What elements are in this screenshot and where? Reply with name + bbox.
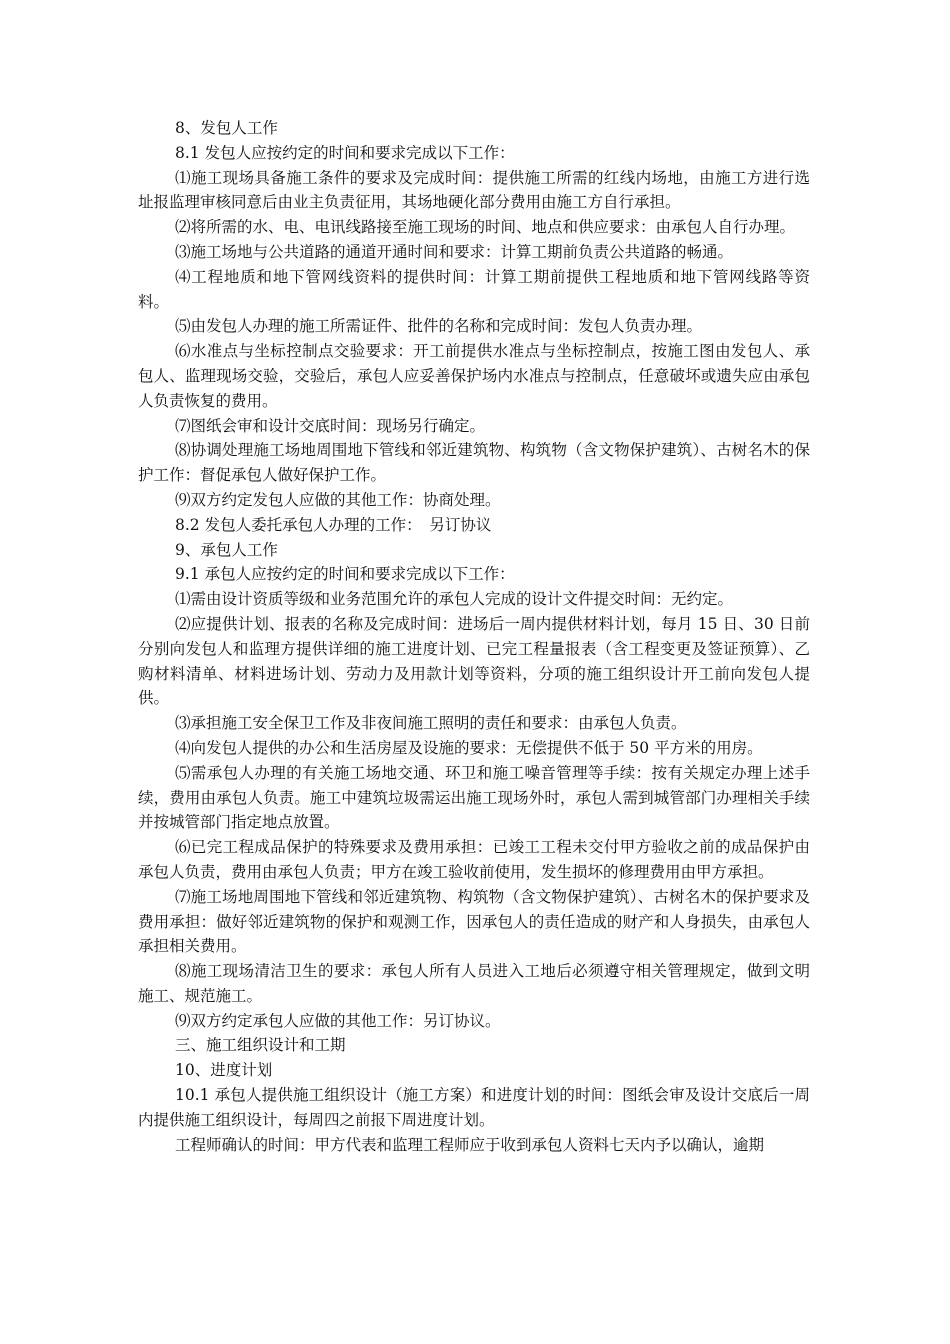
clause-8-1-item-6: ⑹水准点与坐标控制点交验要求：开工前提供水准点与坐标控制点，按施工图由发包人、承包人、监理现场交验，交验后，承包人应妥善保护场内水准点与控制点，任意破坏或遗失应由承包人负责恢复的费用。 [138,342,810,410]
clause-9-1: 9.1 承包人应按约定的时间和要求完成以下工作： [175,565,515,584]
clause-10-1-confirmation: 工程师确认的时间：甲方代表和监理工程师应于收到承包人资料七天内予以确认，逾期 [175,1135,765,1154]
clause-9-1-item-6: ⑹已完工程成品保护的特殊要求及费用承担：已竣工工程未交付甲方验收之前的成品保护由承包人负责，费用由承包人负责；甲方在竣工验收前使用，发生损坏的修理费用由甲方承担。 [138,838,810,881]
clause-9-1-item-4: ⑷向发包人提供的办公和生活房屋及设施的要求：无偿提供不低于 50 平方米的用房。 [175,738,763,757]
heading-section-9: 9、承包人工作 [175,540,278,559]
clause-9-1-item-1: ⑴需由设计资质等级和业务范围允许的承包人完成的设计文件提交时间：无约定。 [175,590,734,609]
clause-8-1: 8.1 发包人应按约定的时间和要求完成以下工作： [175,143,515,162]
clause-8-1-item-4: ⑷工程地质和地下管网线资料的提供时间：计算工期前提供工程地质和地下管网线路等资料。 [138,267,810,311]
clause-9-1-item-7: ⑺施工场地周围地下管线和邻近建筑物、构筑物（含文物保护建筑）、古树名木的保护要求及费用承担：做好邻近建筑物的保护和观测工作，因承包人的责任造成的财产和人身损失，由承包人承担相关费用。 [138,887,810,956]
clause-9-1-item-5: ⑸需承包人办理的有关施工场地交通、环卫和施工噪音管理等手续：按有关规定办理上述手续，费用由承包人负责。施工中建筑垃圾需运出施工现场外时，承包人需到城管部门办理相关手续并按城管部门指定地点放置。 [138,763,810,832]
clause-8-2: 8.2 发包人委托承包人办理的工作： 另订协议 [175,515,492,534]
clause-10-1: 10.1 承包人提供施工组织设计（施工方案）和进度计划的时间：图纸会审及设计交底后一周内提供施工组织设计，每周四之前报下周进度计划。 [138,1086,810,1129]
heading-section-8: 8、发包人工作 [175,119,278,137]
heading-part-3: 三、施工组织设计和工期 [175,1036,346,1055]
clause-8-1-item-5: ⑸由发包人办理的施工所需证件、批件的名称和完成时间：发包人负责办理。 [175,317,703,336]
clause-8-1-item-8: ⑻协调处理施工场地周围地下管线和邻近建筑物、构筑物（含文物保护建筑）、古树名木的保护工作：督促承包人做好保护工作。 [138,441,810,485]
clause-8-1-item-3: ⑶施工场地与公共道路的通道开通时间和要求：计算工期前负责公共道路的畅通。 [175,242,734,261]
clause-9-1-item-2: ⑵应提供计划、报表的名称及完成时间：进场后一周内提供材料计划，每月 15 日、30 日前分别向发包人和监理方提供详细的施工进度计划、已完工程量报表（含工程变更及签证预算）、乙购材料清单、材料进场计划、劳动力及用款计划等资料，分项的施工组织设计开工前向发包人提供。 [138,614,810,708]
clause-8-1-item-2: ⑵将所需的水、电、电讯线路接至施工现场的时间、地点和供应要求：由承包人自行办理。 [175,218,796,237]
clause-8-1-item-9: ⑼双方约定发包人应做的其他工作：协商处理。 [175,490,501,509]
heading-section-10: 10、进度计划 [175,1061,273,1080]
clause-9-1-item-3: ⑶承担施工安全保卫工作及非夜间施工照明的责任和要求：由承包人负责。 [175,714,687,733]
document-body [138,116,810,1157]
clause-9-1-item-9: ⑼双方约定承包人应做的其他工作：另订协议。 [175,1011,501,1030]
clause-9-1-item-8: ⑻施工现场清洁卫生的要求：承包人所有人员进入工地后必须遵守相关管理规定，做到文明施工、规范施工。 [138,962,810,1005]
clause-8-1-item-1: ⑴施工现场具备施工条件的要求及完成时间：提供施工所需的红线内场地，由施工方进行选址报监理审核同意后由业主负责征用，其场地硬化部分费用由施工方自行承担。 [138,168,810,212]
clause-8-1-item-7: ⑺图纸会审和设计交底时间：现场另行确定。 [175,416,486,435]
